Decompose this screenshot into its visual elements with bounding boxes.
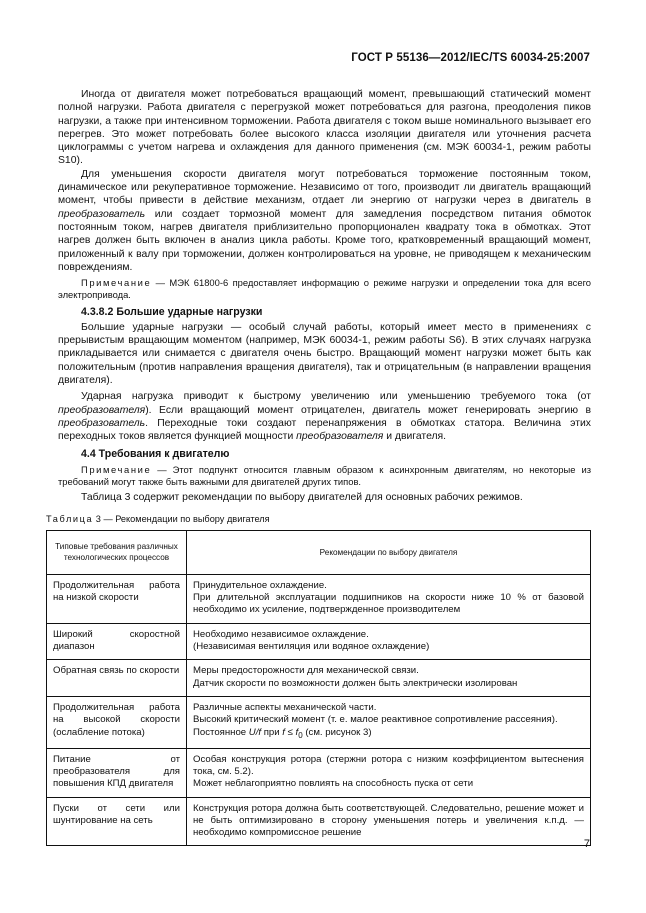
column-header-recommendations: Рекомендации по выбору двигателя	[187, 530, 591, 574]
table-row	[47, 623, 591, 660]
page-number: 7	[583, 838, 590, 850]
recommendation-cell: Принудительное охлаждение. При длительной эксплуатации подшипников на скорости ниже 10 % от базовой необходимо их усиление, подтвержденное производителем	[187, 574, 591, 623]
recommendation-cell: Особая конструкция ротора (стержни ротора с низким коэффициентом вытеснения тока, см. 5.2). Может неблагоприятно повлиять на способность пуска от сети	[187, 748, 591, 797]
heading-44: 4.4 Требования к двигателю	[81, 447, 230, 460]
table-row	[47, 696, 591, 748]
page-content	[46, 88, 591, 846]
table-header-row	[47, 530, 591, 574]
requirement-cell: Продолжительная работа на высокой скорости (ослабление потока)	[47, 696, 187, 748]
note-1: Примечание — МЭК 61800-6 предоставляет информацию о режиме нагрузки и определении тока для всего электропривода.	[58, 277, 591, 301]
column-header-requirements: Типовые требования различных технологических процессов	[47, 530, 187, 574]
paragraph-shock-loads: Большие ударные нагрузки — особый случай работы, который имеет место в применениях с прерывистым вращающим моментом (например, МЭК 60034-1, режим работы S6). В этих случаях нагрузка прикладывается или снимается с двигателя очень быстро. Вращающий момент нагрузки может быть как положительным (против направления вращения двигателя), так и отрицательным (в направлении вращения двигателя).	[58, 321, 591, 387]
note-2: Примечание — Этот подпункт относится главным образом к асинхронным двигателям, но некоторые из требований могут также быть важными для двигателей других типов.	[58, 463, 591, 488]
paragraph-overload: Иногда от двигателя может потребоваться вращающий момент, превышающий статический момент полной нагрузки. Работа двигателя с перегрузкой может потребоваться для разгона, преодоления пиков нагрузки, а также при интенсивном торможении. Работа двигателя с током выше номинального вызывает его перегрев. Это может потребовать более высокого класса изоляции двигателя или уточнения расчета циклограммы с учетом нагрева и охлаждения для данного применения (см. МЭК 60034-1, режим работы S10).	[58, 89, 591, 167]
table-row	[47, 797, 591, 846]
heading-4382: 4.3.8.2 Большие ударные нагрузки	[81, 305, 263, 318]
recommendation-cell: Различные аспекты механической части. Высокий критический момент (т. е. малое реактивное сопротивление рассеяния). Постоянное U/f при $f \le f_0$ (см. рисунок 3)	[187, 696, 591, 748]
paragraph-transient-currents: Ударная нагрузка приводит к быстрому увеличению или уменьшению требуемого тока (от преобразователя). Если вращающий момент отрицателен, двигатель может генерировать энергию в преобразователь. Переходные токи создают перенапряжения в обмотках статора. Величина этих переходных токов является функцией мощности преобразователя и двигателя.	[58, 391, 591, 443]
requirement-cell: Обратная связь по скорости	[47, 660, 187, 697]
requirement-cell: Широкий скоростной диапазон	[47, 623, 187, 660]
recommendation-cell: Меры предосторожности для механической связи. Датчик скорости по возможности должен быть электрически изолирован	[187, 660, 591, 697]
table-caption: Таблица 3 — Рекомендации по выбору двигателя	[46, 513, 270, 524]
paragraph-table-intro: Таблица 3 содержит рекомендации по выбору двигателей для основных рабочих режимов.	[81, 492, 523, 504]
recommendation-cell: Конструкция ротора должна быть соответствующей. Следовательно, решение может и не быть оптимизировано в сторону уменьшения потерь и увеличения к.п.д. — необходимо компромиссное решение	[187, 797, 591, 846]
recommendation-cell: Необходимо независимое охлаждение. (Независимая вентиляция или водяное охлаждение)	[187, 623, 591, 660]
requirement-cell: Продолжительная работа на низкой скорости	[47, 574, 187, 623]
paragraph-braking: Для уменьшения скорости двигателя могут потребоваться торможение постоянным током, динамическое или рекуперативное торможение. Независимо от того, производит ли двигатель вращающий момент, чтобы привести в действие механизм, отдает ли энергию от нагрузки через в двигатель в преобразователь или создает тормозной момент для замедления посредством питания обмоток постоянным током, нагрев двигателя приблизительно пропорционален квадрату тока в обмотках. Этот нагрев должен быть включен в анализ цикла работы. Кроме того, кратковременный вращающий момент, приложенный к валу при торможении, должен контролироваться на уровне, не приводящем к механическим повреждениям.	[58, 168, 591, 273]
requirement-cell: Пуски от сети или шунтирование на сеть	[47, 797, 187, 846]
document-header: ГОСТ Р 55136—2012/IEC/TS 60034-25:2007	[351, 52, 590, 64]
table-row	[47, 574, 591, 623]
table-row	[47, 748, 591, 797]
requirement-cell: Питание от преобразователя для повышения КПД двигателя	[47, 748, 187, 797]
recommendations-table	[46, 530, 591, 847]
table-row	[47, 660, 591, 697]
